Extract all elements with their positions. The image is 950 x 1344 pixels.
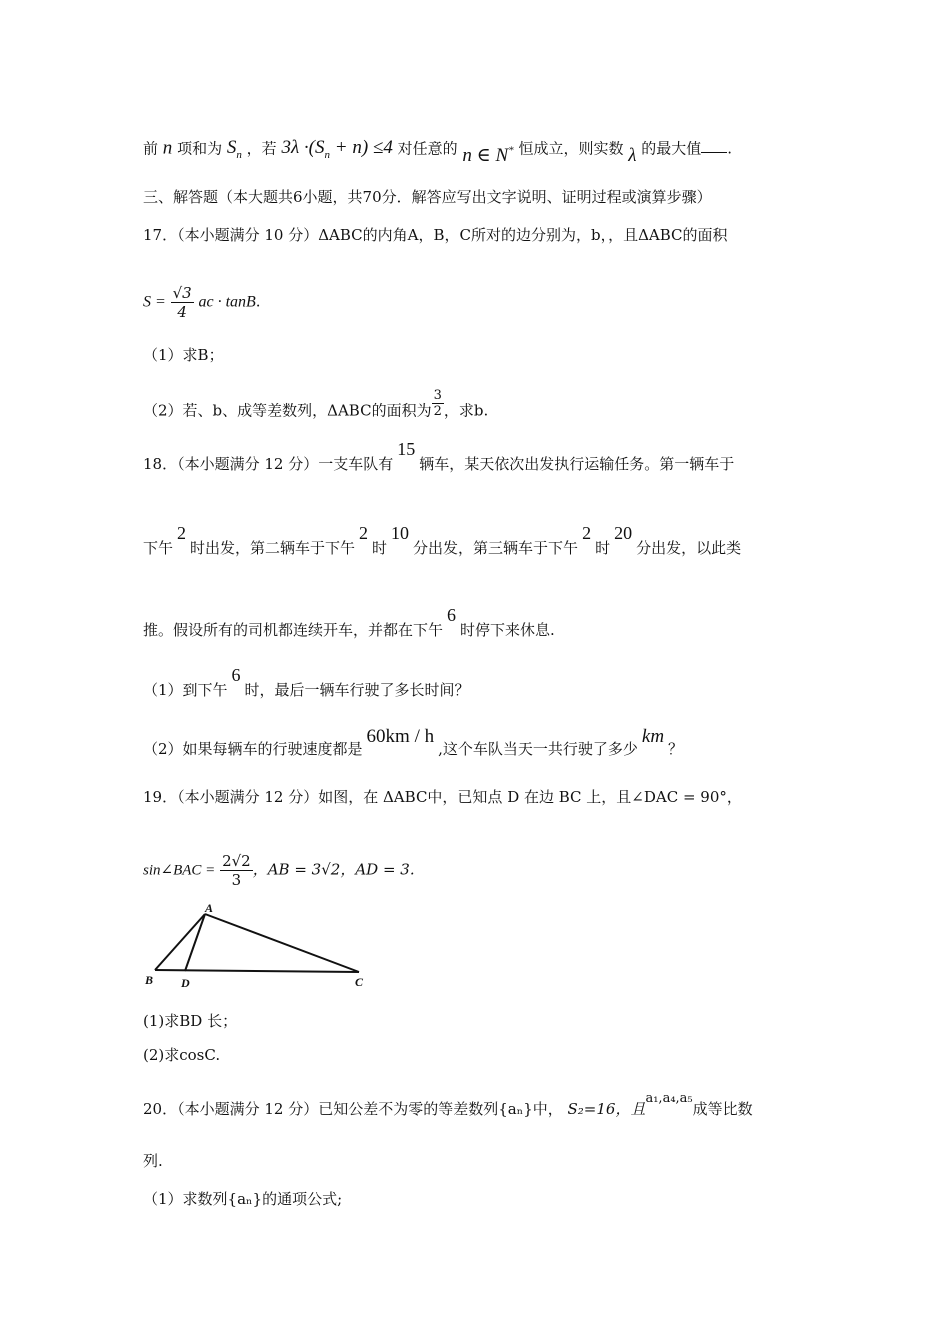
- q19-heading: 19．（本小题满分 12 分）如图，在 ΔABC中，已知点 D 在边 BC 上，且∠DAC = 90°，: [143, 788, 742, 806]
- label-c: C: [355, 975, 364, 989]
- q17-heading: 17．（本小题满分 10 分）ΔABC的内角A，B，C所对的边分别为，b，，且ΔABC的面积: [143, 226, 728, 244]
- num: 6: [447, 605, 457, 625]
- text: 前: [143, 139, 159, 158]
- num: 3: [433, 388, 442, 403]
- den: 3: [231, 871, 242, 889]
- set: n ∈ N: [462, 145, 509, 167]
- num: 2: [177, 523, 187, 543]
- text: 分出发，第三辆车于下午: [413, 539, 579, 557]
- num: 2: [359, 523, 369, 543]
- math-lambda: λ: [628, 145, 637, 167]
- label-d: D: [181, 976, 190, 990]
- q20-heading: [143, 1091, 753, 1122]
- math: S =: [143, 293, 166, 311]
- text: 18．（本小题满分 12 分）一支车队有: [143, 455, 394, 473]
- text: ？: [668, 740, 684, 758]
- fraction: [220, 852, 253, 889]
- math: ac · tanB: [198, 293, 256, 311]
- text: 20．（本小题满分 12 分）已知公差不为零的等差数列{aₙ}中，: [143, 1100, 563, 1118]
- text: 时: [595, 539, 611, 557]
- text: ,这个车队当天一共行驶了多少: [438, 740, 638, 758]
- sub: n: [236, 149, 242, 162]
- q18-line2: [143, 523, 742, 559]
- text: 时出发，第二辆车于下午: [190, 539, 356, 557]
- text: 时停下来休息.: [460, 621, 555, 639]
- label-b: B: [145, 973, 154, 987]
- text: 时: [372, 539, 388, 557]
- ineq2: + n) ≤4: [330, 137, 393, 159]
- text: 恒成立，则实数: [518, 139, 624, 158]
- math-n: n: [162, 137, 173, 159]
- text: .: [727, 139, 733, 158]
- sup-terms: a₁,a₄,a₅: [645, 1091, 693, 1106]
- text: 对任意的: [397, 139, 458, 158]
- text: 分出发，以此类: [636, 539, 742, 557]
- q17-part2: [143, 388, 489, 427]
- edge-ab: [155, 914, 205, 970]
- text: ，AB = 3√2，AD = 3.: [252, 860, 415, 879]
- sup: *: [508, 145, 514, 157]
- q18-heading: [143, 439, 735, 475]
- q17-part1: （1）求B；: [143, 346, 224, 364]
- text: ，求b.: [443, 401, 489, 420]
- label-a: A: [205, 901, 214, 915]
- text: 项和为: [177, 139, 223, 158]
- text: 时，最后一辆车行驶了多长时间？: [244, 681, 470, 699]
- num: 2: [582, 523, 592, 543]
- num: 20: [614, 523, 633, 543]
- s: S: [226, 137, 237, 159]
- num: 2√2: [222, 852, 251, 870]
- text: 下午: [143, 539, 174, 557]
- answer-blank: [701, 138, 727, 153]
- triangle-figure: [143, 900, 373, 1000]
- math-sn: [226, 137, 242, 162]
- math: sin∠BAC =: [143, 862, 216, 879]
- q19-part1: (1)求BD 长；: [143, 1012, 238, 1030]
- q20-part1: （1）求数列{aₙ}的通项公式;: [143, 1190, 343, 1208]
- math-km: km: [641, 726, 665, 747]
- q19-given: [143, 852, 415, 889]
- q17-formula: [143, 284, 261, 321]
- text: 推。假设所有的司机都连续开车，并都在下午: [143, 621, 444, 639]
- math-ineq: [281, 137, 393, 162]
- num: 15: [397, 439, 416, 459]
- ineq: 3λ ·(S: [281, 137, 325, 159]
- text: （2）如果每辆车的行驶速度都是: [143, 740, 363, 758]
- text: 辆车，某天依次出发执行运输任务。第一辆车于: [419, 455, 735, 473]
- num: √3: [172, 284, 192, 302]
- math-set: [462, 145, 513, 166]
- den: 4: [177, 303, 187, 321]
- text: 的最大值: [641, 139, 702, 158]
- text: （1）到下午: [143, 681, 228, 699]
- text: 成等比数: [692, 1100, 753, 1118]
- line-q16-end: [143, 132, 733, 167]
- den: 2: [433, 404, 442, 419]
- num: 10: [391, 523, 410, 543]
- num: 6: [231, 665, 241, 685]
- q18-part2: [143, 726, 684, 760]
- sub: n: [324, 149, 331, 162]
- fraction: [171, 284, 194, 321]
- text: （2）若、b、成等差数列，ΔABC的面积为: [143, 401, 432, 420]
- q20-line2: 列.: [143, 1152, 163, 1170]
- text: S₂=16，且: [567, 1100, 646, 1118]
- fraction: [432, 388, 444, 419]
- q18-part1: [143, 665, 470, 701]
- segment-ad: [185, 914, 205, 971]
- q18-line3: [143, 605, 555, 641]
- text: ，若: [246, 139, 277, 158]
- triangle-lines: [155, 914, 359, 972]
- edge-ac: [205, 914, 359, 972]
- q19-part2: (2)求cosC.: [143, 1046, 221, 1064]
- section-heading: 三、解答题（本大题共6小题，共70分．解答应写出文字说明、证明过程或演算步骤）: [143, 188, 712, 206]
- text: .: [255, 292, 261, 311]
- math-speed: 60km / h: [366, 726, 435, 747]
